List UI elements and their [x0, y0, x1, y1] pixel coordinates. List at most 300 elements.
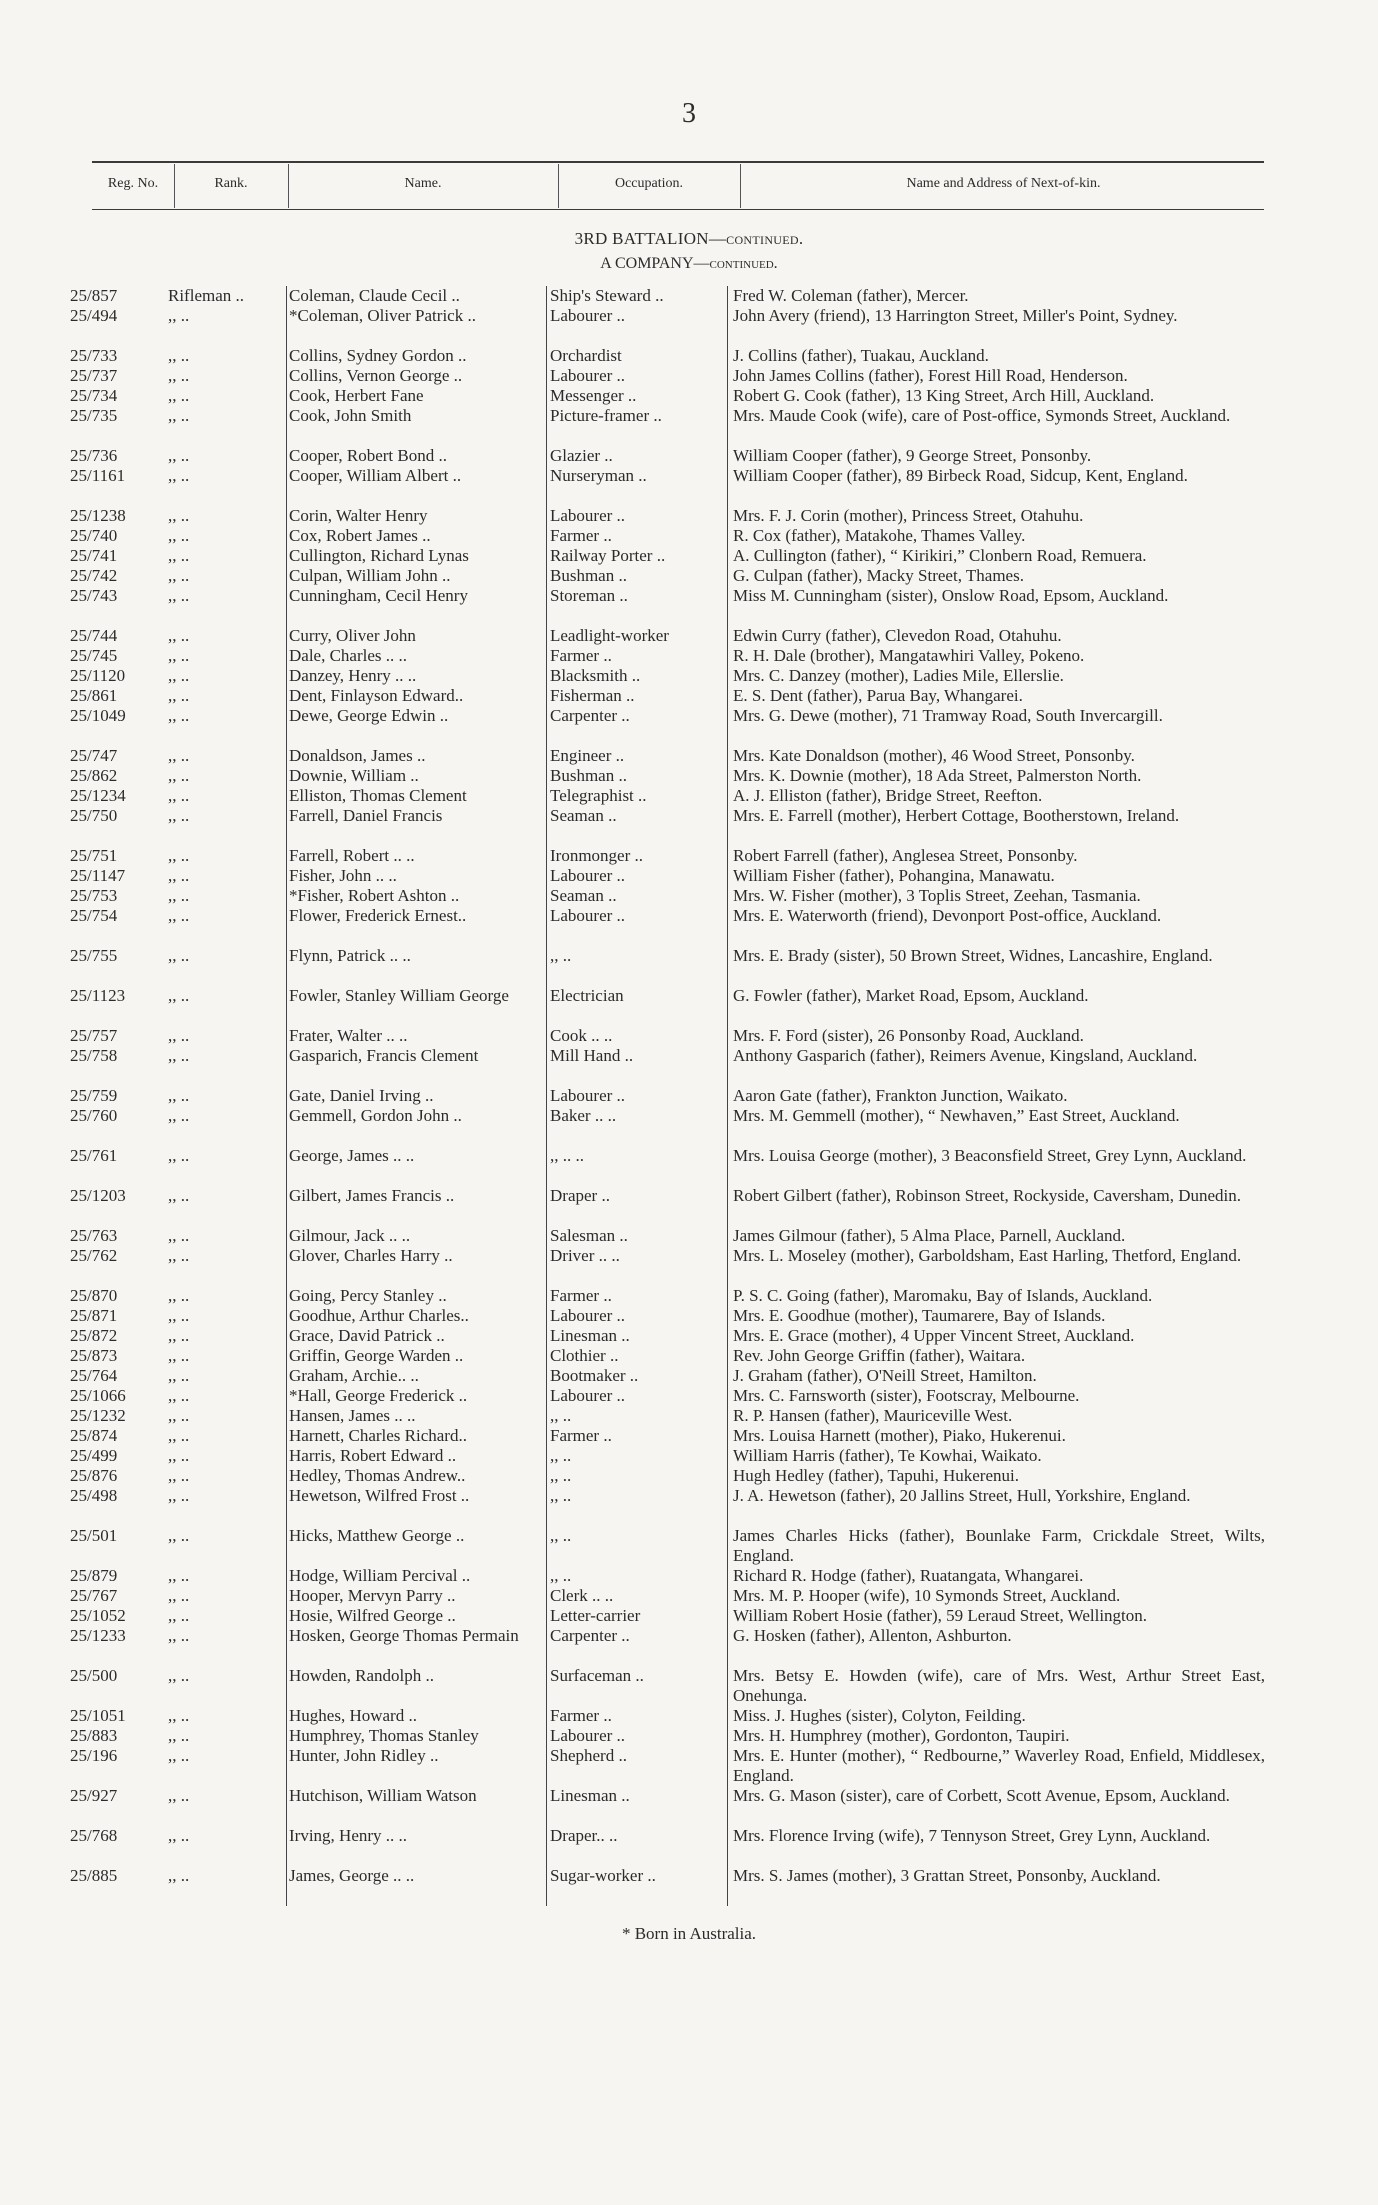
reg-no-cell: 25/762 [70, 1246, 118, 1265]
rank-cell: ,, .. [168, 406, 190, 425]
reg-no-cell: 25/876 [70, 1466, 118, 1485]
reg-no-cell: 25/874 [70, 1426, 118, 1445]
next-of-kin-cell: Aaron Gate (father), Frankton Junction, Waikato. [733, 1086, 1068, 1105]
table-row [0, 1746, 1378, 1786]
name-cell: *Fisher, Robert Ashton .. [289, 886, 460, 905]
occupation-cell: ,, .. [550, 946, 572, 965]
next-of-kin-cell: Robert Farrell (father), Anglesea Street, Ponsonby. [733, 846, 1078, 865]
reg-no-cell: 25/734 [70, 386, 118, 405]
table-row [0, 1726, 1378, 1746]
next-of-kin-cell: William Cooper (father), 9 George Street, Ponsonby. [733, 446, 1092, 465]
reg-no-cell: 25/1232 [70, 1406, 126, 1425]
table-row [0, 1406, 1378, 1426]
reg-no-cell: 25/1147 [70, 866, 126, 885]
next-of-kin-cell: Mrs. W. Fisher (mother), 3 Toplis Street, Zeehan, Tasmania. [733, 886, 1141, 905]
occupation-cell: Salesman .. [550, 1226, 628, 1245]
rank-cell: ,, .. [168, 1586, 190, 1605]
rank-cell: ,, .. [168, 746, 190, 765]
occupation-cell: Draper.. .. [550, 1826, 618, 1845]
name-cell: Collins, Sydney Gordon .. [289, 346, 467, 365]
table-row [0, 1626, 1378, 1666]
reg-no-cell: 25/1049 [70, 706, 126, 725]
reg-no-cell: 25/500 [70, 1666, 118, 1685]
occupation-cell: ,, .. [550, 1526, 572, 1545]
rank-cell: ,, .. [168, 466, 190, 485]
next-of-kin-cell: Miss. J. Hughes (sister), Colyton, Feilding. [733, 1706, 1026, 1725]
occupation-cell: Labourer .. [550, 1306, 626, 1325]
name-cell: Going, Percy Stanley .. [289, 1286, 447, 1305]
occupation-cell: Fisherman .. [550, 686, 635, 705]
next-of-kin-cell: Rev. John George Griffin (father), Waitara. [733, 1346, 1026, 1365]
name-cell: Hooper, Mervyn Parry .. [289, 1586, 456, 1605]
next-of-kin-cell: J. A. Hewetson (father), 20 Jallins Street, Hull, Yorkshire, England. [733, 1486, 1191, 1505]
reg-no-cell: 25/751 [70, 846, 118, 865]
rank-cell: ,, .. [168, 1826, 190, 1845]
name-cell: Coleman, Claude Cecil .. [289, 286, 460, 305]
next-of-kin-cell: Hugh Hedley (father), Tapuhi, Hukerenui. [733, 1466, 1019, 1485]
rank-cell: ,, .. [168, 1386, 190, 1405]
table-row [0, 446, 1378, 466]
rank-cell: ,, .. [168, 1046, 190, 1065]
next-of-kin-cell: William Cooper (father), 89 Birbeck Road, Sidcup, Kent, England. [733, 466, 1188, 485]
next-of-kin-cell: Mrs. E. Grace (mother), 4 Upper Vincent Street, Auckland. [733, 1326, 1135, 1345]
next-of-kin-cell: Richard R. Hodge (father), Ruatangata, Whangarei. [733, 1566, 1084, 1585]
header-name: Name. [404, 176, 442, 191]
next-of-kin-cell: Mrs. M. P. Hooper (wife), 10 Symonds Street, Auckland. [733, 1586, 1121, 1605]
next-of-kin-cell: R. P. Hansen (father), Mauriceville West. [733, 1406, 1013, 1425]
occupation-cell: Carpenter .. [550, 706, 630, 725]
name-cell: Hosie, Wilfred George .. [289, 1606, 456, 1625]
table-row [0, 1826, 1378, 1866]
next-of-kin-column-rule [727, 286, 728, 1906]
occupation-cell: Clothier .. [550, 1346, 619, 1365]
occupation-cell: Labourer .. [550, 506, 626, 525]
name-cell: George, James .. .. [289, 1146, 415, 1165]
occupation-cell: Farmer .. [550, 526, 612, 545]
reg-no-cell: 25/741 [70, 546, 118, 565]
reg-no-cell: 25/879 [70, 1566, 118, 1585]
occupation-cell: Ship's Steward .. [550, 286, 664, 305]
occupation-cell: ,, .. [550, 1466, 572, 1485]
next-of-kin-cell: Anthony Gasparich (father), Reimers Avenue, Kingsland, Auckland. [733, 1046, 1198, 1065]
occupation-cell: Leadlight-worker [550, 626, 669, 645]
reg-no-cell: 25/754 [70, 906, 118, 925]
occupation-cell: Telegraphist .. [550, 786, 647, 805]
rank-cell: ,, .. [168, 526, 190, 545]
reg-no-cell: 25/1120 [70, 666, 126, 685]
header-occupation: Occupation. [614, 176, 684, 191]
reg-no-cell: 25/1051 [70, 1706, 126, 1725]
reg-no-cell: 25/761 [70, 1146, 118, 1165]
occupation-cell: Baker .. .. [550, 1106, 617, 1125]
next-of-kin-cell: Mrs. Louisa Harnett (mother), Piako, Hukerenui. [733, 1426, 1066, 1445]
name-cell: Frater, Walter .. .. [289, 1026, 408, 1045]
rank-cell: ,, .. [168, 586, 190, 605]
rank-cell: ,, .. [168, 1366, 190, 1385]
page-number: 3 [682, 98, 696, 129]
table-row [0, 406, 1378, 446]
rank-cell: ,, .. [168, 666, 190, 685]
name-cell: Dewe, George Edwin .. [289, 706, 449, 725]
name-cell: Flynn, Patrick .. .. [289, 946, 411, 965]
occupation-cell: ,, .. [550, 1566, 572, 1585]
reg-no-cell: 25/861 [70, 686, 118, 705]
name-cell: Harris, Robert Edward .. [289, 1446, 457, 1465]
rank-cell: ,, .. [168, 1186, 190, 1205]
table-row [0, 366, 1378, 386]
table-row [0, 586, 1378, 626]
name-cell: Gilbert, James Francis .. [289, 1186, 455, 1205]
table-row [0, 766, 1378, 786]
name-cell: Collins, Vernon George .. [289, 366, 463, 385]
next-of-kin-cell: Edwin Curry (father), Clevedon Road, Otahuhu. [733, 626, 1062, 645]
occupation-cell: ,, .. [550, 1486, 572, 1505]
occupation-cell: Carpenter .. [550, 1626, 630, 1645]
table-row [0, 1046, 1378, 1086]
table-row [0, 1566, 1378, 1586]
occupation-cell: Seaman .. [550, 886, 617, 905]
next-of-kin-cell: Mrs. F. Ford (sister), 26 Ponsonby Road, Auckland. [733, 1026, 1084, 1045]
name-cell: Culpan, William John .. [289, 566, 451, 585]
name-cell: Gilmour, Jack .. .. [289, 1226, 411, 1245]
reg-no-cell: 25/872 [70, 1326, 118, 1345]
reg-no-cell: 25/1161 [70, 466, 126, 485]
occupation-cell: Bootmaker .. [550, 1366, 639, 1385]
name-cell: Cunningham, Cecil Henry [289, 586, 468, 605]
reg-no-cell: 25/758 [70, 1046, 118, 1065]
table-row [0, 346, 1378, 366]
next-of-kin-cell: Mrs. G. Dewe (mother), 71 Tramway Road, South Invercargill. [733, 706, 1163, 725]
occupation-cell: Bushman .. [550, 566, 627, 585]
rank-cell: ,, .. [168, 1026, 190, 1045]
table-row [0, 1086, 1378, 1106]
footnote: * Born in Australia. [621, 1924, 757, 1943]
rank-cell: ,, .. [168, 946, 190, 965]
next-of-kin-cell: G. Hosken (father), Allenton, Ashburton. [733, 1626, 1012, 1645]
next-of-kin-cell: Mrs. Betsy E. Howden (wife), care of Mrs. West, Arthur Street East, Onehunga. [733, 1666, 1265, 1705]
table-row [0, 386, 1378, 406]
rank-cell: ,, .. [168, 706, 190, 725]
reg-no-cell: 25/764 [70, 1366, 118, 1385]
name-cell: Graham, Archie.. .. [289, 1366, 419, 1385]
reg-no-cell: 25/1052 [70, 1606, 126, 1625]
occupation-cell: Glazier .. [550, 446, 613, 465]
occupation-cell: Railway Porter .. [550, 546, 666, 565]
next-of-kin-cell: Mrs. Kate Donaldson (mother), 46 Wood Street, Ponsonby. [733, 746, 1135, 765]
occupation-cell: Picture-framer .. [550, 406, 662, 425]
table-row [0, 1786, 1378, 1826]
next-of-kin-cell: Fred W. Coleman (father), Mercer. [733, 286, 969, 305]
rank-cell: ,, .. [168, 1146, 190, 1165]
reg-no-cell: 25/757 [70, 1026, 118, 1045]
reg-no-cell: 25/1123 [70, 986, 126, 1005]
table-row [0, 846, 1378, 866]
reg-no-cell: 25/744 [70, 626, 118, 645]
name-cell: Farrell, Daniel Francis [289, 806, 443, 825]
next-of-kin-cell: Mrs. E. Goodhue (mother), Taumarere, Bay of Islands. [733, 1306, 1106, 1325]
table-row [0, 786, 1378, 806]
rank-cell: ,, .. [168, 986, 190, 1005]
reg-no-cell: 25/498 [70, 1486, 118, 1505]
occupation-cell: Farmer .. [550, 1286, 612, 1305]
table-row [0, 306, 1378, 346]
name-cell: Hughes, Howard .. [289, 1706, 417, 1725]
occupation-cell: Orchardist [550, 346, 622, 365]
reg-no-cell: 25/862 [70, 766, 118, 785]
rank-cell: ,, .. [168, 1526, 190, 1545]
table-row [0, 1366, 1378, 1386]
occupation-column-rule [546, 286, 547, 1906]
rank-cell: ,, .. [168, 1626, 190, 1645]
reg-no-cell: 25/499 [70, 1446, 118, 1465]
reg-no-cell: 25/737 [70, 366, 118, 385]
occupation-cell: Driver .. .. [550, 1246, 620, 1265]
next-of-kin-cell: Mrs. E. Farrell (mother), Herbert Cottage, Bootherstown, Ireland. [733, 806, 1180, 825]
name-cell: Cook, John Smith [289, 406, 412, 425]
next-of-kin-cell: Mrs. K. Downie (mother), 18 Ada Street, Palmerston North. [733, 766, 1142, 785]
occupation-cell: Cook .. .. [550, 1026, 613, 1045]
rank-cell: ,, .. [168, 446, 190, 465]
table-row [0, 1706, 1378, 1726]
occupation-cell: Bushman .. [550, 766, 627, 785]
reg-no-cell: 25/873 [70, 1346, 118, 1365]
next-of-kin-cell: Mrs. F. J. Corin (mother), Princess Street, Otahuhu. [733, 506, 1084, 525]
table-row [0, 1106, 1378, 1146]
name-cell: Cooper, William Albert .. [289, 466, 462, 485]
next-of-kin-cell: Robert Gilbert (father), Robinson Street, Rockyside, Caversham, Dunedin. [733, 1186, 1241, 1205]
rank-cell: ,, .. [168, 1406, 190, 1425]
name-cell: *Hall, George Frederick .. [289, 1386, 468, 1405]
name-cell: Hunter, John Ridley .. [289, 1746, 439, 1765]
rank-cell: ,, .. [168, 686, 190, 705]
table-row [0, 1426, 1378, 1446]
table-row [0, 746, 1378, 766]
occupation-cell: Labourer .. [550, 866, 626, 885]
next-of-kin-cell: Mrs. L. Moseley (mother), Garboldsham, East Harling, Thetford, England. [733, 1246, 1242, 1265]
rank-cell: ,, .. [168, 546, 190, 565]
name-cell: Fisher, John .. .. [289, 866, 397, 885]
reg-no-cell: 25/733 [70, 346, 118, 365]
table-row [0, 506, 1378, 526]
name-cell: Hicks, Matthew George .. [289, 1526, 465, 1545]
table-row [0, 1226, 1378, 1246]
reg-no-cell: 25/736 [70, 446, 118, 465]
name-cell: Dent, Finlayson Edward.. [289, 686, 464, 705]
rank-cell: ,, .. [168, 1346, 190, 1365]
name-cell: Curry, Oliver John [289, 626, 416, 645]
occupation-cell: Farmer .. [550, 646, 612, 665]
reg-no-cell: 25/927 [70, 1786, 118, 1805]
rank-cell: ,, .. [168, 866, 190, 885]
occupation-cell: ,, .. .. [550, 1146, 584, 1165]
reg-no-cell: 25/1066 [70, 1386, 126, 1405]
reg-no-cell: 25/885 [70, 1866, 118, 1885]
next-of-kin-cell: James Gilmour (father), 5 Alma Place, Parnell, Auckland. [733, 1226, 1126, 1245]
next-of-kin-cell: Mrs. Louisa George (mother), 3 Beaconsfield Street, Grey Lynn, Auckland. [733, 1146, 1247, 1165]
name-cell: Flower, Frederick Ernest.. [289, 906, 467, 925]
rank-cell: ,, .. [168, 1446, 190, 1465]
occupation-cell: Letter-carrier [550, 1606, 641, 1625]
next-of-kin-cell: R. Cox (father), Matakohe, Thames Valley. [733, 526, 1026, 545]
subsection-title: A COMPANY—continued. [600, 255, 778, 272]
rank-cell: ,, .. [168, 906, 190, 925]
occupation-cell: Labourer .. [550, 1726, 626, 1745]
next-of-kin-cell: G. Fowler (father), Market Road, Epsom, Auckland. [733, 986, 1089, 1005]
reg-no-cell: 25/1203 [70, 1186, 126, 1205]
occupation-cell: Surfaceman .. [550, 1666, 644, 1685]
name-cell: Corin, Walter Henry [289, 506, 428, 525]
name-cell: Gate, Daniel Irving .. [289, 1086, 434, 1105]
next-of-kin-cell: John James Collins (father), Forest Hill Road, Henderson. [733, 366, 1128, 385]
table-row [0, 1486, 1378, 1526]
name-cell: Donaldson, James .. [289, 746, 426, 765]
reg-no-cell: 25/750 [70, 806, 118, 825]
table-row [0, 1466, 1378, 1486]
reg-no-cell: 25/196 [70, 1746, 118, 1765]
table-row [0, 646, 1378, 666]
name-cell: Hansen, James .. .. [289, 1406, 416, 1425]
reg-no-cell: 25/760 [70, 1106, 118, 1125]
occupation-cell: Ironmonger .. [550, 846, 644, 865]
name-cell: Cullington, Richard Lynas [289, 546, 469, 565]
table-row [0, 1606, 1378, 1626]
next-of-kin-cell: Mrs. C. Farnsworth (sister), Footscray, Melbourne. [733, 1386, 1080, 1405]
rank-cell: ,, .. [168, 1246, 190, 1265]
reg-no-cell: 25/745 [70, 646, 118, 665]
next-of-kin-cell: J. Graham (father), O'Neill Street, Hamilton. [733, 1366, 1037, 1385]
name-cell: Gemmell, Gordon John .. [289, 1106, 462, 1125]
rank-cell: ,, .. [168, 806, 190, 825]
next-of-kin-cell: James Charles Hicks (father), Bounlake Farm, Crickdale Street, Wilts, England. [733, 1526, 1265, 1565]
next-of-kin-cell: G. Culpan (father), Macky Street, Thames. [733, 566, 1024, 585]
rank-cell: ,, .. [168, 766, 190, 785]
header-next-of-kin: Name and Address of Next-of-kin. [906, 176, 1101, 191]
table-row [0, 866, 1378, 886]
table-row [0, 886, 1378, 906]
next-of-kin-cell: Mrs. G. Mason (sister), care of Corbett, Scott Avenue, Epsom, Auckland. [733, 1786, 1230, 1805]
name-cell: Hodge, William Percival .. [289, 1566, 471, 1585]
occupation-cell: Farmer .. [550, 1426, 612, 1445]
name-cell: Grace, David Patrick .. [289, 1326, 445, 1345]
name-cell: Griffin, George Warden .. [289, 1346, 464, 1365]
rank-cell: ,, .. [168, 506, 190, 525]
name-cell: Hewetson, Wilfred Frost .. [289, 1486, 470, 1505]
table-row [0, 1666, 1378, 1706]
occupation-cell: Messenger .. [550, 386, 637, 405]
occupation-cell: Sugar-worker .. [550, 1866, 656, 1885]
table-row [0, 1186, 1378, 1226]
reg-no-cell: 25/735 [70, 406, 118, 425]
occupation-cell: Labourer .. [550, 306, 626, 325]
reg-no-cell: 25/747 [70, 746, 118, 765]
table-row [0, 1146, 1378, 1186]
reg-no-cell: 25/740 [70, 526, 118, 545]
name-cell: Goodhue, Arthur Charles.. [289, 1306, 469, 1325]
name-cell: Irving, Henry .. .. [289, 1826, 408, 1845]
rank-cell: Rifleman .. [168, 286, 245, 305]
rank-cell: ,, .. [168, 1106, 190, 1125]
name-cell: Farrell, Robert .. .. [289, 846, 415, 865]
next-of-kin-cell: John Avery (friend), 13 Harrington Street, Miller's Point, Sydney. [733, 306, 1178, 325]
name-cell: Hosken, George Thomas Permain [289, 1626, 519, 1645]
header-reg-no: Reg. No. [107, 176, 159, 191]
rank-cell: ,, .. [168, 1866, 190, 1885]
rank-column-rule [286, 286, 287, 1906]
rank-cell: ,, .. [168, 386, 190, 405]
table-row [0, 686, 1378, 706]
next-of-kin-cell: P. S. C. Going (father), Maromaku, Bay of Islands, Auckland. [733, 1286, 1153, 1305]
reg-no-cell: 25/883 [70, 1726, 118, 1745]
next-of-kin-cell: Mrs. E. Brady (sister), 50 Brown Street, Widnes, Lancashire, England. [733, 946, 1213, 965]
table-row [0, 1526, 1378, 1566]
next-of-kin-cell: Mrs. E. Hunter (mother), “ Redbourne,” Waverley Road, Enfield, Middlesex, England. [733, 1746, 1265, 1785]
reg-no-cell: 25/767 [70, 1586, 118, 1605]
table-row [0, 566, 1378, 586]
next-of-kin-cell: Mrs. C. Danzey (mother), Ladies Mile, Ellerslie. [733, 666, 1064, 685]
rank-cell: ,, .. [168, 1306, 190, 1325]
name-cell: Fowler, Stanley William George [289, 986, 509, 1005]
table-row [0, 1586, 1378, 1606]
next-of-kin-cell: Mrs. Maude Cook (wife), care of Post-office, Symonds Street, Auckland. [733, 406, 1231, 425]
table-row [0, 466, 1378, 506]
reg-no-cell: 25/871 [70, 1306, 118, 1325]
reg-no-cell: 25/768 [70, 1826, 118, 1845]
table-row [0, 906, 1378, 946]
name-cell: Cook, Herbert Fane [289, 386, 424, 405]
name-cell: James, George .. .. [289, 1866, 415, 1885]
header-rank: Rank. [214, 176, 248, 191]
name-cell: Cooper, Robert Bond .. [289, 446, 447, 465]
table-row [0, 986, 1378, 1026]
occupation-cell: Nurseryman .. [550, 466, 647, 485]
next-of-kin-cell: J. Collins (father), Tuakau, Auckland. [733, 346, 989, 365]
header-bottom-rule [92, 209, 1264, 210]
reg-no-cell: 25/743 [70, 586, 118, 605]
next-of-kin-cell: William Robert Hosie (father), 59 Leraud Street, Wellington. [733, 1606, 1148, 1625]
reg-no-cell: 25/759 [70, 1086, 118, 1105]
reg-no-cell: 25/494 [70, 306, 118, 325]
table-row [0, 1386, 1378, 1406]
rank-cell: ,, .. [168, 1566, 190, 1585]
reg-no-cell: 25/501 [70, 1526, 118, 1545]
rank-cell: ,, .. [168, 1086, 190, 1105]
occupation-cell: Labourer .. [550, 1086, 626, 1105]
rank-cell: ,, .. [168, 306, 190, 325]
table-row [0, 1306, 1378, 1326]
header-top-rule [92, 161, 1264, 163]
table-row [0, 1026, 1378, 1046]
occupation-cell: Labourer .. [550, 1386, 626, 1405]
occupation-cell: ,, .. [550, 1446, 572, 1465]
table-row [0, 1326, 1378, 1346]
rank-cell: ,, .. [168, 1286, 190, 1305]
rank-cell: ,, .. [168, 1746, 190, 1765]
name-cell: Elliston, Thomas Clement [289, 786, 467, 805]
reg-no-cell: 25/1238 [70, 506, 126, 525]
name-cell: Howden, Randolph .. [289, 1666, 434, 1685]
occupation-cell: Labourer .. [550, 366, 626, 385]
rank-cell: ,, .. [168, 1666, 190, 1685]
next-of-kin-cell: Miss M. Cunningham (sister), Onslow Road, Epsom, Auckland. [733, 586, 1169, 605]
reg-no-cell: 25/1233 [70, 1626, 126, 1645]
rank-cell: ,, .. [168, 1726, 190, 1745]
table-row [0, 1346, 1378, 1366]
rank-cell: ,, .. [168, 1706, 190, 1725]
name-cell: Gasparich, Francis Clement [289, 1046, 479, 1065]
next-of-kin-cell: William Harris (father), Te Kowhai, Waikato. [733, 1446, 1042, 1465]
name-cell: Cox, Robert James .. [289, 526, 431, 545]
reg-no-cell: 25/763 [70, 1226, 118, 1245]
